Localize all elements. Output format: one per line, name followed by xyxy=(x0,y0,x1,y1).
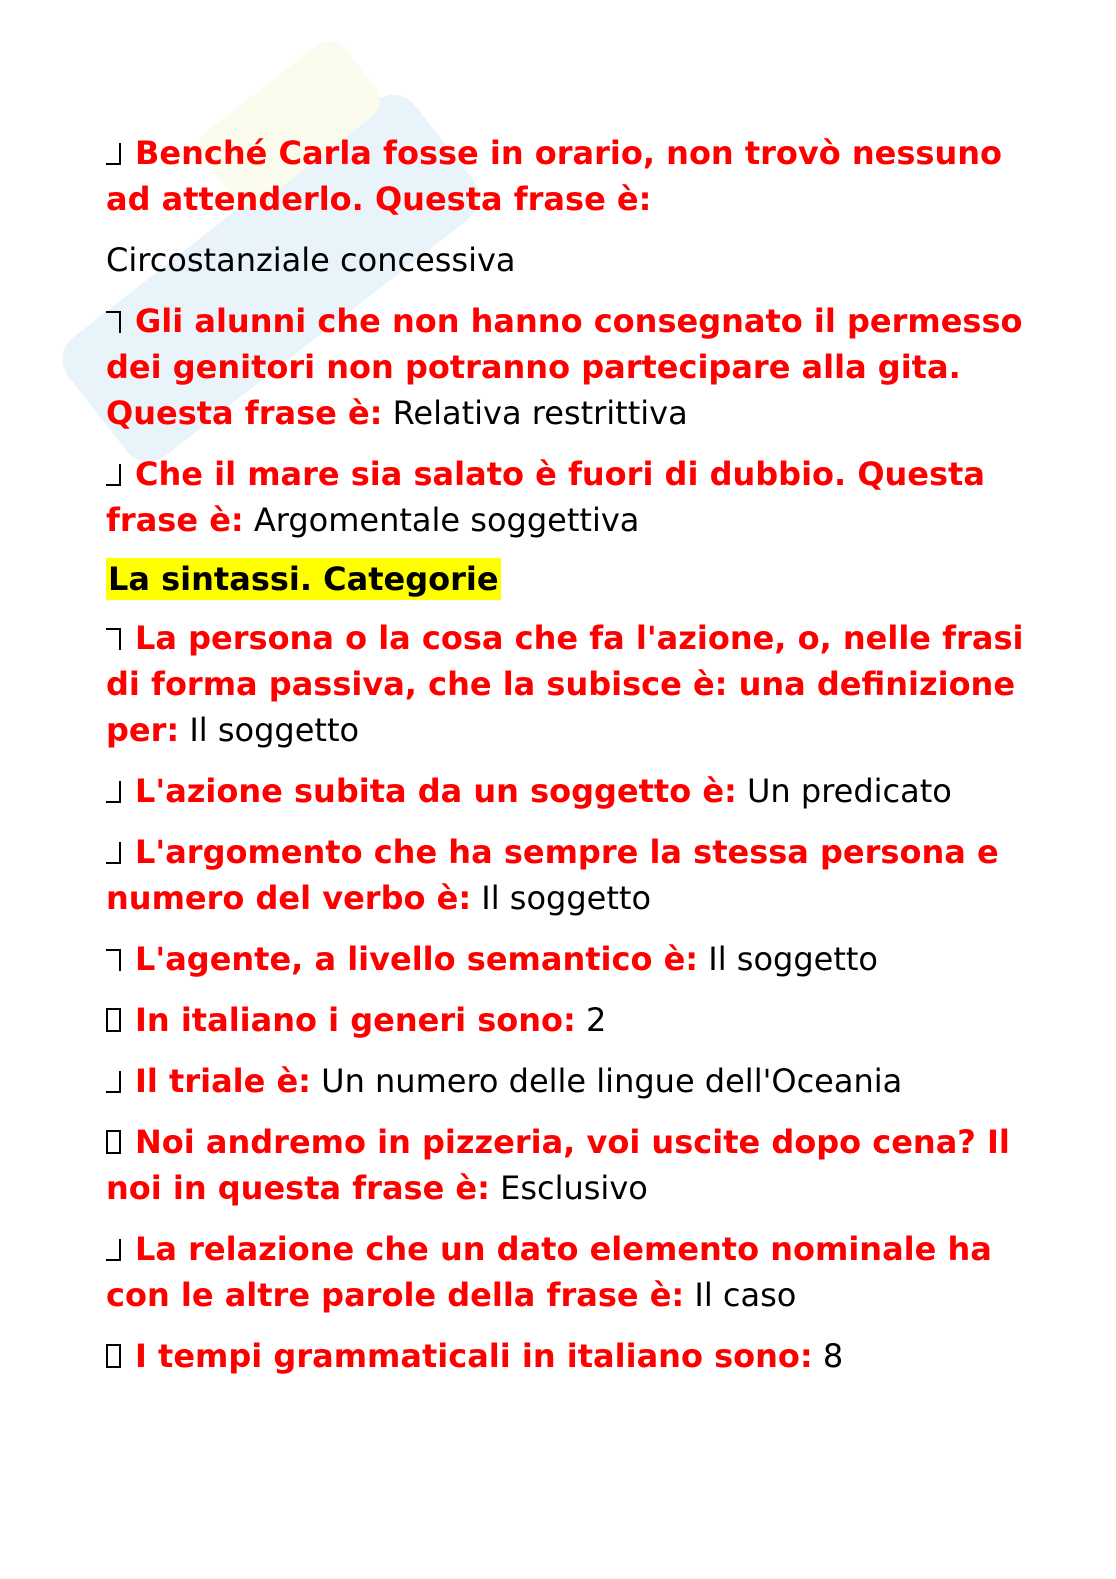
bullet-box-icon xyxy=(106,311,121,333)
question-item xyxy=(106,1058,1036,1104)
answer-text: Un predicato xyxy=(747,772,952,810)
bullet-box-icon xyxy=(106,143,121,165)
question-item xyxy=(106,615,1036,753)
answer-text: Esclusivo xyxy=(500,1169,648,1207)
answer-text: Il soggetto xyxy=(708,940,878,978)
question-item xyxy=(106,768,1036,814)
question-list-2 xyxy=(106,615,1036,1379)
question-item xyxy=(106,936,1036,982)
question-text: Noi andremo in pizzeria, voi uscite dopo cena? Il noi in questa frase è: xyxy=(106,1123,1010,1207)
question-item xyxy=(106,829,1036,921)
answer-text: Il soggetto xyxy=(189,711,360,749)
question-item xyxy=(106,997,1036,1043)
bullet-box-icon xyxy=(106,628,121,650)
bullet-box-icon xyxy=(106,949,121,971)
document-body xyxy=(106,130,1036,1394)
question-text: L'agente, a livello semantico è: xyxy=(135,940,699,978)
question-text: Che il mare sia salato è fuori di dubbio. Questa frase è: xyxy=(106,455,985,539)
question-text: La relazione che un dato elemento nominale ha con le altre parole della frase è: xyxy=(106,1230,992,1314)
question-item xyxy=(106,237,1036,283)
question-text: Il triale è: xyxy=(135,1062,311,1100)
question-text: L'azione subita da un soggetto è: xyxy=(135,772,737,810)
bullet-box-icon xyxy=(106,1071,121,1093)
question-item xyxy=(106,130,1036,222)
section-heading: La sintassi. Categorie xyxy=(108,560,499,598)
answer-text: Un numero delle lingue dell'Oceania xyxy=(321,1062,903,1100)
question-text: L'argomento che ha sempre la stessa persona e numero del verbo è: xyxy=(106,833,999,917)
question-list-1 xyxy=(106,130,1036,543)
answer-text: 8 xyxy=(822,1337,844,1375)
bullet-box-icon xyxy=(106,1239,121,1261)
answer-text: Il soggetto xyxy=(481,879,652,917)
question-text: In italiano i generi sono: xyxy=(135,1001,576,1039)
bullet-box-icon xyxy=(106,842,121,864)
bullet-box-icon xyxy=(106,1344,121,1368)
question-item xyxy=(106,1226,1036,1318)
answer-text: Argomentale soggettiva xyxy=(253,501,640,539)
question-item xyxy=(106,1333,1036,1379)
question-text: La persona o la cosa che fa l'azione, o, nelle frasi di forma passiva, che la subisce è: una definizione per: xyxy=(106,619,1024,749)
answer-text: Circostanziale concessiva xyxy=(106,241,516,279)
answer-text: 2 xyxy=(585,1001,607,1039)
question-text: Benché Carla fosse in orario, non trovò nessuno ad attenderlo. Questa frase è: xyxy=(106,134,1003,218)
bullet-box-icon xyxy=(106,781,121,803)
question-item xyxy=(106,298,1036,436)
bullet-box-icon xyxy=(106,464,121,486)
bullet-box-icon xyxy=(106,1008,121,1032)
question-text: I tempi grammaticali in italiano sono: xyxy=(135,1337,813,1375)
answer-text: Il caso xyxy=(694,1276,797,1314)
bullet-box-icon xyxy=(106,1130,121,1154)
question-text: Gli alunni che non hanno consegnato il permesso dei genitori non potranno partecipare alla gita. Questa frase è: xyxy=(106,302,1023,432)
answer-text: Relativa restrittiva xyxy=(392,394,688,432)
question-item xyxy=(106,451,1036,543)
question-item xyxy=(106,1119,1036,1211)
